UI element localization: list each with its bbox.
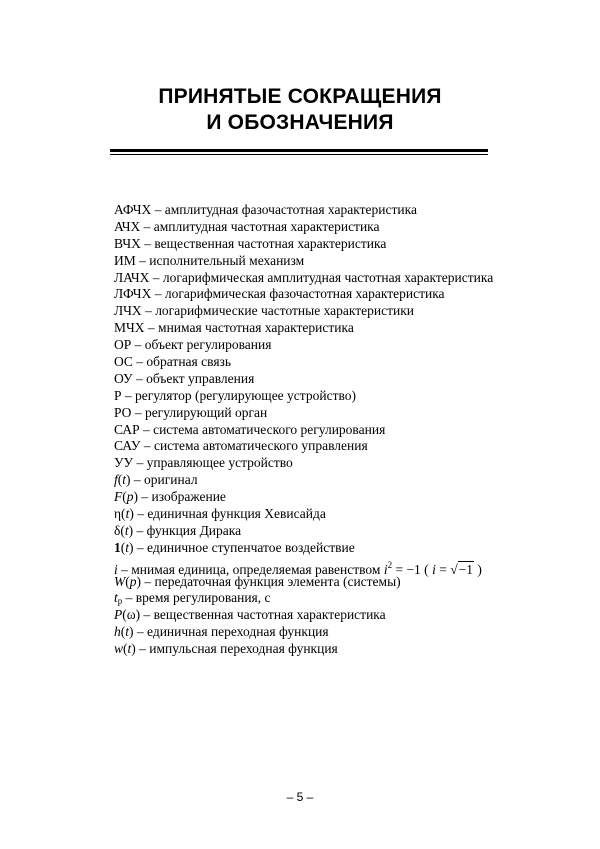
symbol-eta: η(t) bbox=[114, 506, 134, 522]
symbol-one: 1(t) bbox=[114, 539, 134, 555]
symbol-i-row bbox=[114, 557, 554, 577]
symbol-f-row bbox=[114, 472, 554, 489]
symbol-f: f(t) bbox=[114, 472, 131, 488]
abbreviation-definition: – амплитудная частотная характеристика bbox=[140, 218, 380, 234]
list-item bbox=[114, 219, 554, 236]
list-item bbox=[114, 320, 554, 337]
abbreviation-definition: – объект регулирования bbox=[131, 337, 272, 353]
symbol-tp-row bbox=[114, 590, 554, 607]
list-item bbox=[114, 270, 554, 287]
symbol-W-row bbox=[114, 574, 554, 591]
symbol-F-row bbox=[114, 489, 554, 506]
symbol-P: P(ω) bbox=[114, 607, 141, 623]
symbol-definition: – единичная переходная функция bbox=[133, 624, 329, 640]
abbreviation-term: ЛАЧХ bbox=[114, 269, 150, 285]
symbol-definition: – импульсная переходная функция bbox=[135, 641, 338, 657]
abbreviation-term: САР bbox=[114, 421, 140, 437]
symbol-w: w(t) bbox=[114, 641, 136, 657]
abbreviation-list bbox=[114, 202, 554, 658]
symbol-h: h(t) bbox=[114, 624, 134, 640]
list-item bbox=[114, 438, 554, 455]
abbreviation-term: МЧХ bbox=[114, 320, 145, 336]
abbreviation-definition: – управляющее устройство bbox=[133, 455, 293, 471]
symbol-tp: $t_р$ bbox=[114, 590, 123, 607]
symbol-eta-row bbox=[114, 506, 554, 523]
list-item bbox=[114, 405, 554, 422]
symbol-one-row bbox=[114, 540, 554, 557]
abbreviation-definition: – регулятор (регулирующее устройство) bbox=[121, 387, 356, 403]
abbreviation-term: АЧХ bbox=[114, 218, 141, 234]
symbol-delta: δ(t) bbox=[114, 522, 134, 538]
symbol-h-row bbox=[114, 624, 554, 641]
list-item bbox=[114, 354, 554, 371]
symbol-i: i bbox=[114, 561, 118, 577]
symbol-definition: – время регулирования, с bbox=[122, 590, 271, 606]
list-item bbox=[114, 286, 554, 303]
symbol-w-row bbox=[114, 641, 554, 658]
symbol-definition: – единичное ступенчатое воздействие bbox=[133, 539, 355, 555]
abbreviation-term: ИМ bbox=[114, 252, 136, 268]
symbol-definition: – изображение bbox=[138, 489, 226, 505]
list-item bbox=[114, 371, 554, 388]
abbreviation-term: ОР bbox=[114, 337, 132, 353]
abbreviation-term: Р bbox=[114, 387, 122, 403]
abbreviation-definition: – исполнительный механизм bbox=[135, 252, 305, 268]
title-rule-thick bbox=[110, 149, 488, 152]
abbreviation-definition: – логарифмическая фазочастотная характеристика bbox=[151, 286, 445, 302]
symbol-delta-row bbox=[114, 523, 554, 540]
abbreviation-term: ВЧХ bbox=[114, 235, 141, 251]
list-item bbox=[114, 202, 554, 219]
abbreviation-term: РО bbox=[114, 404, 132, 420]
abbreviation-definition: – логарифмическая амплитудная частотная характеристика bbox=[149, 269, 494, 285]
abbreviation-term: ОС bbox=[114, 354, 133, 370]
abbreviation-term: ОУ bbox=[114, 370, 133, 386]
list-item bbox=[114, 422, 554, 439]
symbol-definition: – вещественная частотная характеристика bbox=[140, 607, 386, 623]
list-item bbox=[114, 236, 554, 253]
abbreviation-definition: – объект управления bbox=[132, 370, 255, 386]
list-item bbox=[114, 455, 554, 472]
imaginary-unit-formula: $i^2 = -1$ ( i = √−1 ) bbox=[383, 559, 482, 577]
title-line-1: ПРИНЯТЫЕ СОКРАЩЕНИЯ bbox=[158, 85, 442, 108]
title-rule-thin bbox=[110, 154, 488, 155]
symbol-P-row bbox=[114, 607, 554, 624]
abbreviation-definition: – обратная связь bbox=[132, 354, 232, 370]
symbol-F: F(p) bbox=[114, 489, 138, 505]
abbreviation-term: УУ bbox=[114, 455, 134, 471]
abbreviation-term: САУ bbox=[114, 438, 141, 454]
symbol-definition: – функция Дирака bbox=[133, 522, 242, 538]
abbreviation-definition: – регулирующий орган bbox=[131, 404, 268, 420]
list-item bbox=[114, 388, 554, 405]
list-item bbox=[114, 253, 554, 270]
abbreviation-definition: – система автоматического регулирования bbox=[139, 421, 386, 437]
symbol-definition: – передаточная функция элемента (системы) bbox=[141, 573, 401, 589]
abbreviation-definition: – вещественная частотная характеристика bbox=[140, 235, 387, 251]
list-item bbox=[114, 337, 554, 354]
symbol-definition: – оригинал bbox=[130, 472, 198, 488]
title-line-2: И ОБОЗНАЧЕНИЯ bbox=[206, 111, 394, 134]
list-item bbox=[114, 303, 554, 320]
abbreviation-term: ЛФЧХ bbox=[114, 286, 152, 302]
page-number: – 5 – bbox=[286, 790, 314, 804]
abbreviation-term: ЛЧХ bbox=[114, 303, 142, 319]
symbol-definition: – мнимая единица, определяемая равенством bbox=[117, 561, 384, 577]
abbreviation-definition: – амплитудная фазочастотная характеристика bbox=[151, 202, 417, 217]
abbreviation-definition: – мнимая частотная характеристика bbox=[144, 320, 354, 336]
abbreviation-definition: – система автоматического управления bbox=[140, 438, 368, 454]
abbreviation-definition: – логарифмические частотные характеристики bbox=[141, 303, 415, 319]
abbreviation-term: АФЧХ bbox=[114, 202, 152, 217]
symbol-definition: – единичная функция Хевисайда bbox=[133, 506, 326, 522]
page-title bbox=[0, 84, 600, 136]
symbol-W: W(p) bbox=[114, 573, 141, 589]
